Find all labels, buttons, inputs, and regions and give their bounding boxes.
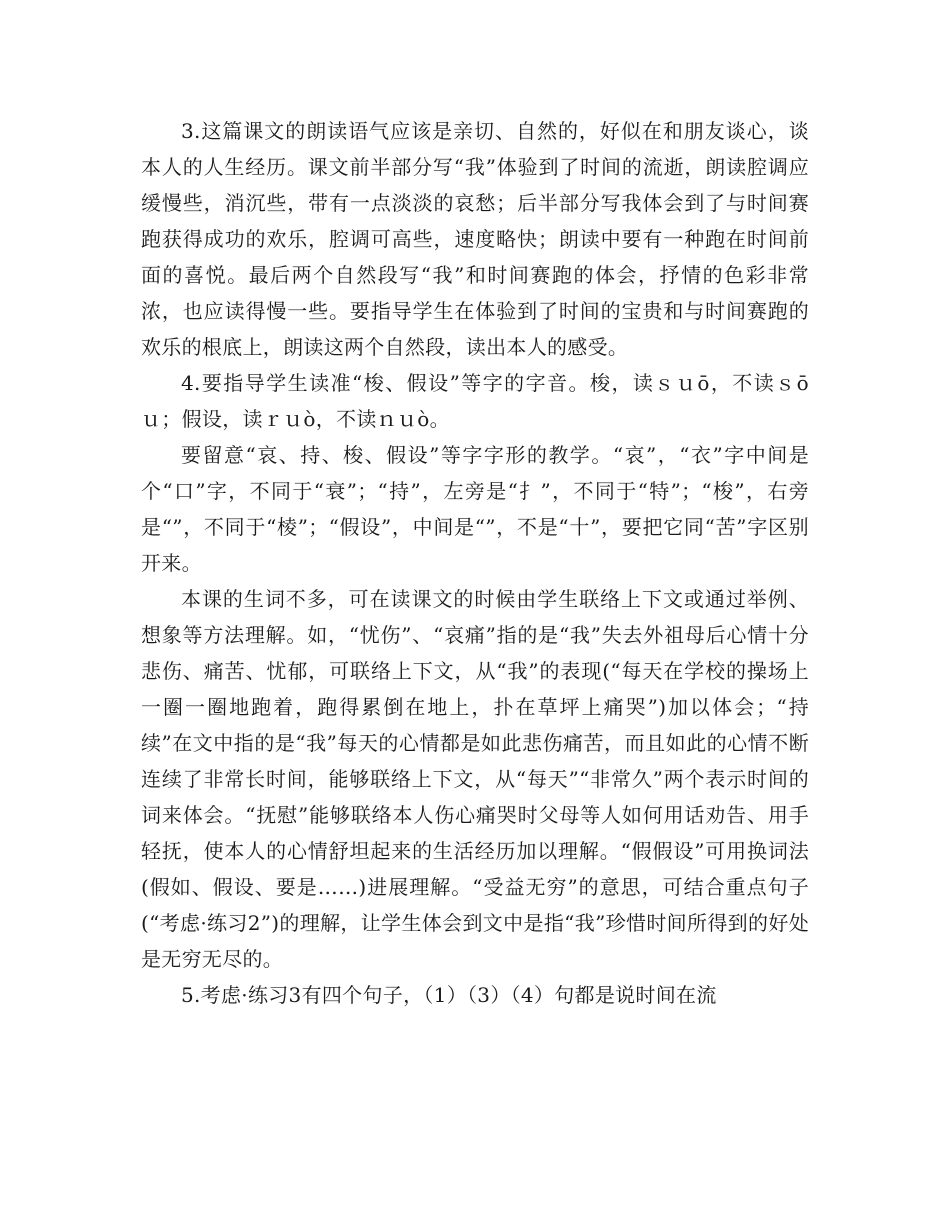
paragraph-exercise-3: 5.考虑·练习3有四个句子，（1）（3）（4）句都是说时间在流 (181, 983, 717, 1007)
paragraph-vocabulary: 本课的生词不多，可在读课文的时候由学生联络上下文或通过举例、想象等方法理解。如，“忧伤”、“哀痛”指的是“我”失去外祖母后心情十分悲伤、痛苦、忧郁，可联络上下文，从“我”的表现(“每天在学校的操场上一圈一圈地跑着，跑得累倒在地上，扑在草坪上痛哭”)加以体会；“持续”在文中指的是“我”每天的心情都是如此悲伤痛苦，而且如此的心情不断连续了非常长时间，能够联络上下文，从“每天”“非常久”两个表示时间的词来体会。“抚慰”能够联络本人伤心痛哭时父母等人如何用话劝告、用手轻抚，使本人的心情舒坦起来的生活经历加以理解。“假假设”可用换词法(假如、假设、要是……)进展理解。“受益无穷”的意思，可结合重点句子(“考虑·练习2”)的理解，让学生体会到文中是指“我”珍惜时间所得到的好处是无穷无尽的。 (141, 587, 809, 971)
paragraph-pronunciation: 4.要指导学生读准“梭、假设”等字的字音。梭，读ｓｕō，不读ｓōｕ；假设，读ｒｕò，不读ｎｕò。 (141, 371, 809, 431)
paragraph-reading-tone: 3.这篇课文的朗读语气应该是亲切、自然的，好似在和朋友谈心，谈本人的人生经历。课文前半部分写“我”体验到了时间的流逝，朗读腔调应缓慢些，消沉些，带有一点淡淡的哀愁；后半部分写我体会到了与时间赛跑获得成功的欢乐，腔调可高些，速度略快；朗读中要有一种跑在时间前面的喜悦。最后两个自然段写“我”和时间赛跑的体会，抒情的色彩非常浓，也应读得慢一些。要指导学生在体验到了时间的宝贵和与时间赛跑的欢乐的根底上，朗读这两个自然段，读出本人的感受。 (141, 119, 809, 359)
document-body (141, 113, 809, 1013)
paragraph-character-forms: 要留意“哀、持、梭、假设”等字字形的教学。“哀”，“衣”字中间是个“口”字，不同于“衰”；“持”，左旁是“扌”，不同于“特”；“梭”，右旁是“”，不同于“棱”；“假设”，中间是“”，不是“十”，要把它同“苦”字区别开来。 (141, 443, 809, 575)
